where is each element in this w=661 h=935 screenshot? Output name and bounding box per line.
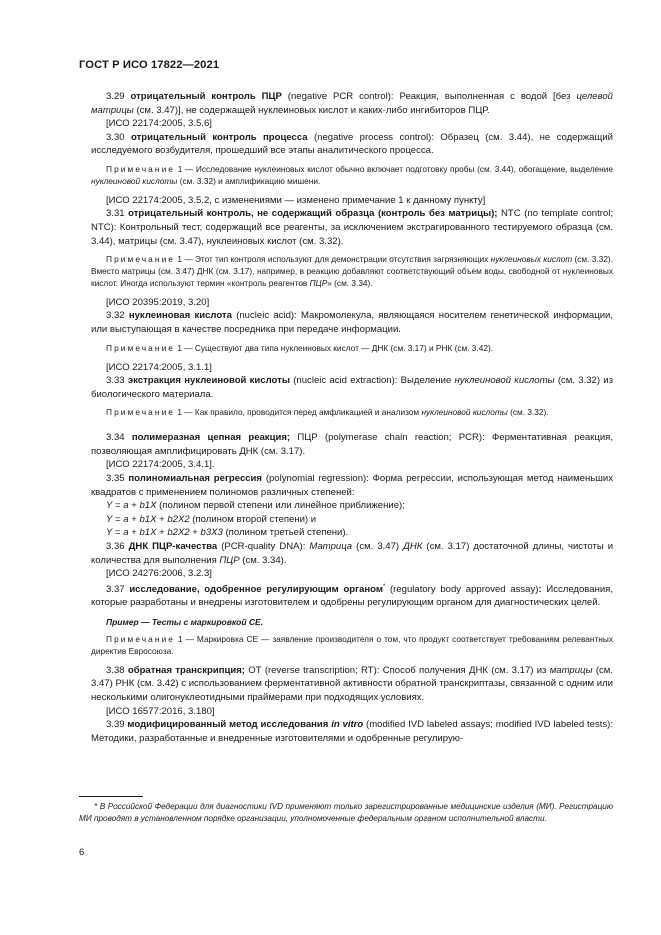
reference: [ИСО 24276:2006, 3.2.3]: [106, 568, 212, 580]
term-3-37: 3.37 исследование, одобренное регулирующим органом* (regulatory body approved assay): Исследования, которые разработаны и внедрены изготовителем и одобрены регулирующим органом для диагностических целей.: [91, 583, 614, 609]
term-3-30: 3.30 отрицательный контроль процесса (negative process control): Образец (см. 3.44), не содержащий исследуемого возбудителя, прошедший все этапы аналитического процесса.: [91, 131, 613, 157]
formula-line: Y = a + b1X (полином первой степени или линейное приближение);: [106, 500, 405, 512]
note: Примечание 1 — Существуют два типа нуклеиновых кислот — ДНК (см. 3.17) и РНК (см. 3.42).: [106, 342, 494, 353]
term-3-33: 3.33 экстракция нуклеиновой кислоты (nucleic acid extraction): Выделение нуклеиновой кислоты (см. 3.32) из биологического материала.: [91, 375, 614, 400]
term-3-32: 3.32 нуклеиновая кислота (nucleic acid): Макромолекула, являющаяся носителем генетической информации, или выступающая в качестве посредника при передаче информации.: [91, 310, 614, 336]
reference: [ИСО 22174:2005, 3.1.1]: [106, 361, 212, 373]
reference: [ИСО 22174:2005, 3.4.1].: [106, 459, 215, 471]
term-3-34: 3.34 полимеразная цепная реакция; ПЦР (polymerase chain reaction; PCR): Ферментативная реакция, позволяющая амплифицировать ДНК (см. 3.17).: [91, 432, 613, 457]
footnote: * В Российской Федерации для диагностики IVD применяют только зарегистрированные медицинские изделия (МИ). Регистрацию МИ проводят в установленном порядке организации, уполномоченные федеральным органом исполнительной власти.: [79, 802, 613, 823]
page-number: 6: [79, 847, 85, 858]
term-3-38: 3.38 обратная транскрипция; ОТ (reverse transcription; RT): Способ получения ДНК (см. 3.17) из матрицы (см. 3.47) РНК (см. 3.42) с использованием ферментативной активности обратной транскриптазы, связанной с одним или несколькими олигонуклеотидными праймерами при подходящих условиях.: [91, 664, 613, 703]
note: Примечание 1 — Этот тип контроля используют для демонстрации отсутствия загрязняющих нуклеиновых кислот (см. 3.32). Вместо матрицы (см. 3.47) ДНК (см. 3.17), например, в реакцию добавляют соответствующий объем воды, свободной от нуклеиновых кислот. Иногда используют термин «контроль реагентов ПЦР» (см. 3.34).: [91, 254, 613, 288]
reference: [ИСО 16577:2016, 3.180]: [106, 705, 215, 717]
reference: [ИСО 22174:2005, 3.5.2, с изменениями — изменено примечание 1 к данному пункту]: [106, 194, 486, 206]
footnote-divider: [79, 796, 143, 797]
term-3-39: 3.39 модифицированный метод исследования in vitro (modified IVD labeled assays; modified IVD labeled tests): Методики, разработанные и внедренные изготовителями и одобренные регулирую-: [91, 719, 614, 744]
term-3-36: 3.36 ДНК ПЦР-качества (PCR-quality DNA): Матрица (см. 3.47) ДНК (см. 3.17) достаточной длины, чистоты и количества для выполнения ПЦР (см. 3.34).: [91, 541, 614, 566]
term-3-35: 3.35 полиномиальная регрессия (polynomial regression): Форма регрессии, использующая метод наименьших квадратов с применением полиномов различных степеней:: [91, 473, 614, 498]
term-3-31: 3.31 отрицательный контроль, не содержащий образца (контроль без матрицы); NTC (no template control; NTC): Контрольный тест, содержащий все реагенты, за исключением экстрагированного тестируемого образца (см. 3.44), матрицы (см. 3.47), нуклеиновых кислот (см. 3.32).: [91, 208, 614, 247]
note: Примечание 1 — Маркировка CE — заявление производителя о том, что продукт соответствует требованиям релевантных директив Евросоюза.: [91, 633, 613, 656]
note: Примечание 1 — Исследование нуклеиновых кислот обычно включает подготовку пробы (см. 3.44), обогащение, выделение нуклеиновой кислоты (см. 3.32) и амплификацию мишени.: [91, 163, 613, 186]
term-3-29: 3.29 отрицательный контроль ПЦР (negative PCR control): Реакция, выполненная с водой [без целевой матрицы (см. 3.47)], не содержащей нуклеиновых кислот и каких-либо ингибиторов ПЦР.: [91, 91, 613, 116]
formula-line: Y = a + b1X + b2X2 (полином второй степени) и: [106, 513, 317, 525]
document-header: ГОСТ Р ИСО 17822—2021: [79, 59, 220, 71]
reference: [ИСО 20395:2019, 3.20]: [106, 296, 210, 308]
note: Примечание 1 — Как правило, проводится перед амфликацией и анализом нуклеиновой кислоты (см. 3.32).: [106, 407, 549, 418]
reference: [ИСО 22174:2005, 3.5.6]: [106, 118, 212, 130]
formula-line: Y = a + b1X + b2X2 + b3X3 (полином третьей степени).: [106, 527, 349, 539]
example: Пример — Тесты с маркировкой CE.: [106, 616, 264, 627]
document-body: [91, 90, 613, 745]
